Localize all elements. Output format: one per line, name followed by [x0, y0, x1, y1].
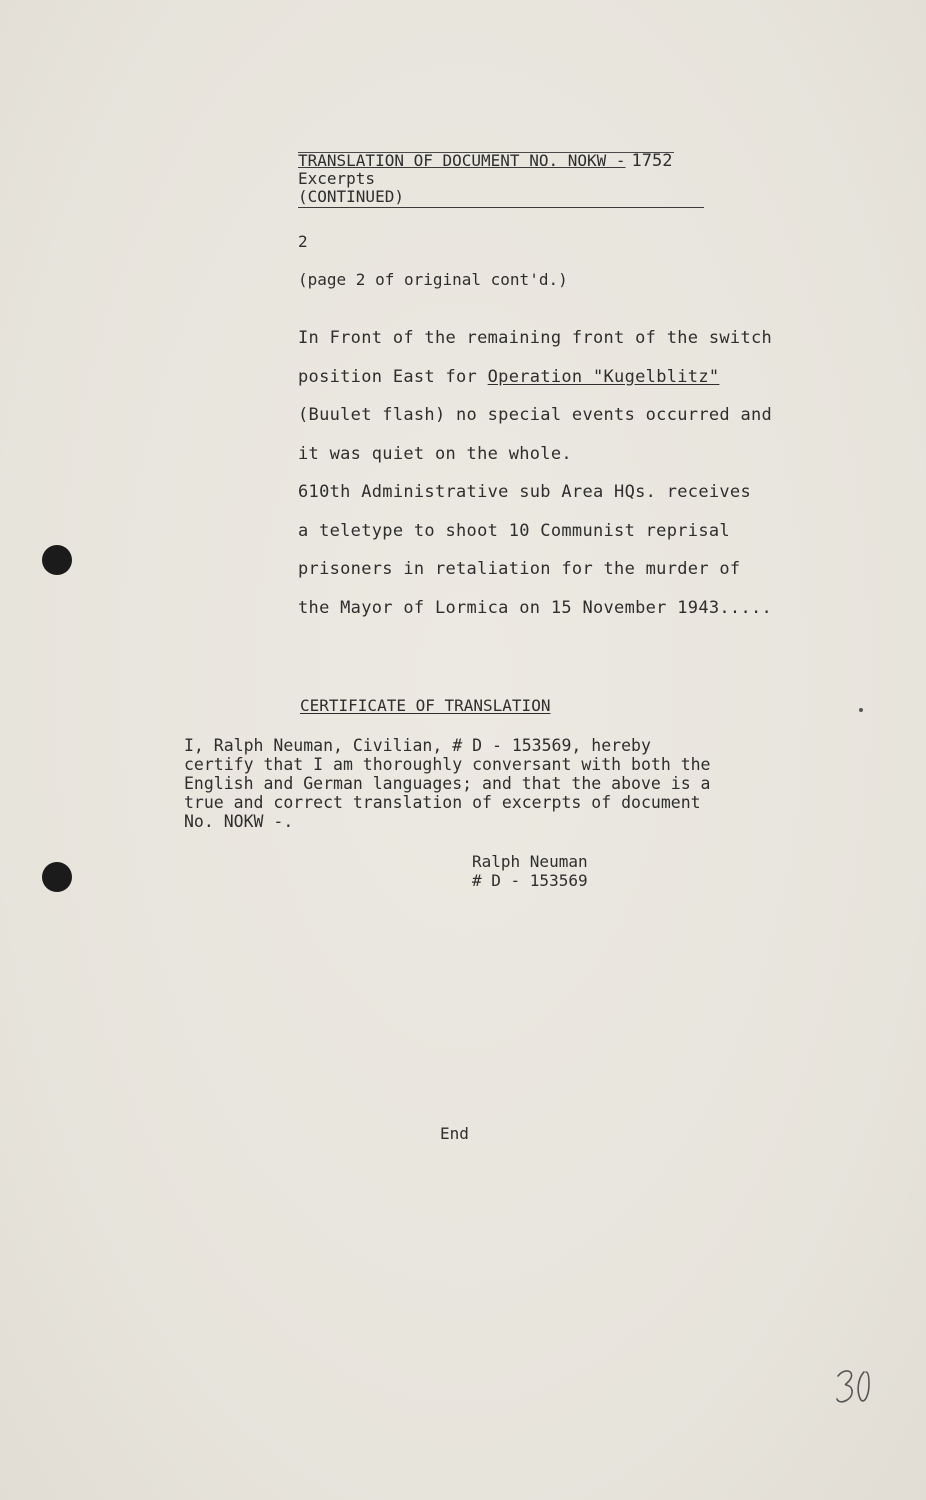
body-line-3: (Buulet flash) no special events occurred and	[298, 405, 773, 425]
body-line-7: prisoners in retaliation for the murder of	[298, 559, 741, 579]
end-marker: End	[440, 1124, 469, 1143]
handwritten-page-mark	[832, 1360, 882, 1410]
operation-name: Operation "Kugelblitz"	[487, 366, 720, 387]
punch-hole-top	[42, 545, 72, 575]
original-page-reference: (page 2 of original cont'd.)	[298, 270, 568, 289]
header-continued-line	[298, 188, 758, 208]
document-header	[298, 152, 758, 208]
translator-signature	[472, 852, 588, 890]
certificate-line-1: I, Ralph Neuman, Civilian, # D - 153569, hereby	[184, 736, 651, 755]
signature-id: # D - 153569	[472, 871, 588, 890]
body-line-6: a teletype to shoot 10 Communist reprisal	[298, 520, 730, 541]
body-line-5: 610th Administrative sub Area HQs. receives	[298, 482, 751, 502]
page-number: 2	[298, 232, 308, 251]
document-number: 1752	[631, 151, 673, 171]
certificate-body	[184, 736, 824, 831]
body-line-4: it was quiet on the whole.	[298, 443, 572, 464]
certificate-line-2: certify that I am thoroughly conversant with both the	[184, 755, 711, 774]
header-title-line	[298, 152, 758, 170]
body-line-1: In Front of the remaining front of the switch	[298, 328, 773, 348]
header-continued: (CONTINUED)	[298, 188, 704, 208]
certificate-heading: CERTIFICATE OF TRANSLATION	[300, 696, 551, 715]
translation-body	[298, 326, 838, 634]
certificate-line-5: No. NOKW -.	[184, 812, 294, 831]
header-title: TRANSLATION OF DOCUMENT NO. NOKW -	[298, 151, 626, 170]
punch-hole-bottom	[42, 862, 72, 892]
signature-name: Ralph Neuman	[472, 852, 588, 871]
certificate-line-3: English and German languages; and that the above is a	[184, 774, 711, 793]
certificate-line-4: true and correct translation of excerpts of document	[184, 793, 701, 812]
body-line-2	[298, 365, 838, 404]
body-line-8: the Mayor of Lormica on 15 November 1943.....	[298, 597, 773, 618]
paper-speck	[859, 708, 863, 712]
body-line-2-text: position East for	[298, 366, 488, 387]
header-excerpts: Excerpts	[298, 169, 376, 188]
